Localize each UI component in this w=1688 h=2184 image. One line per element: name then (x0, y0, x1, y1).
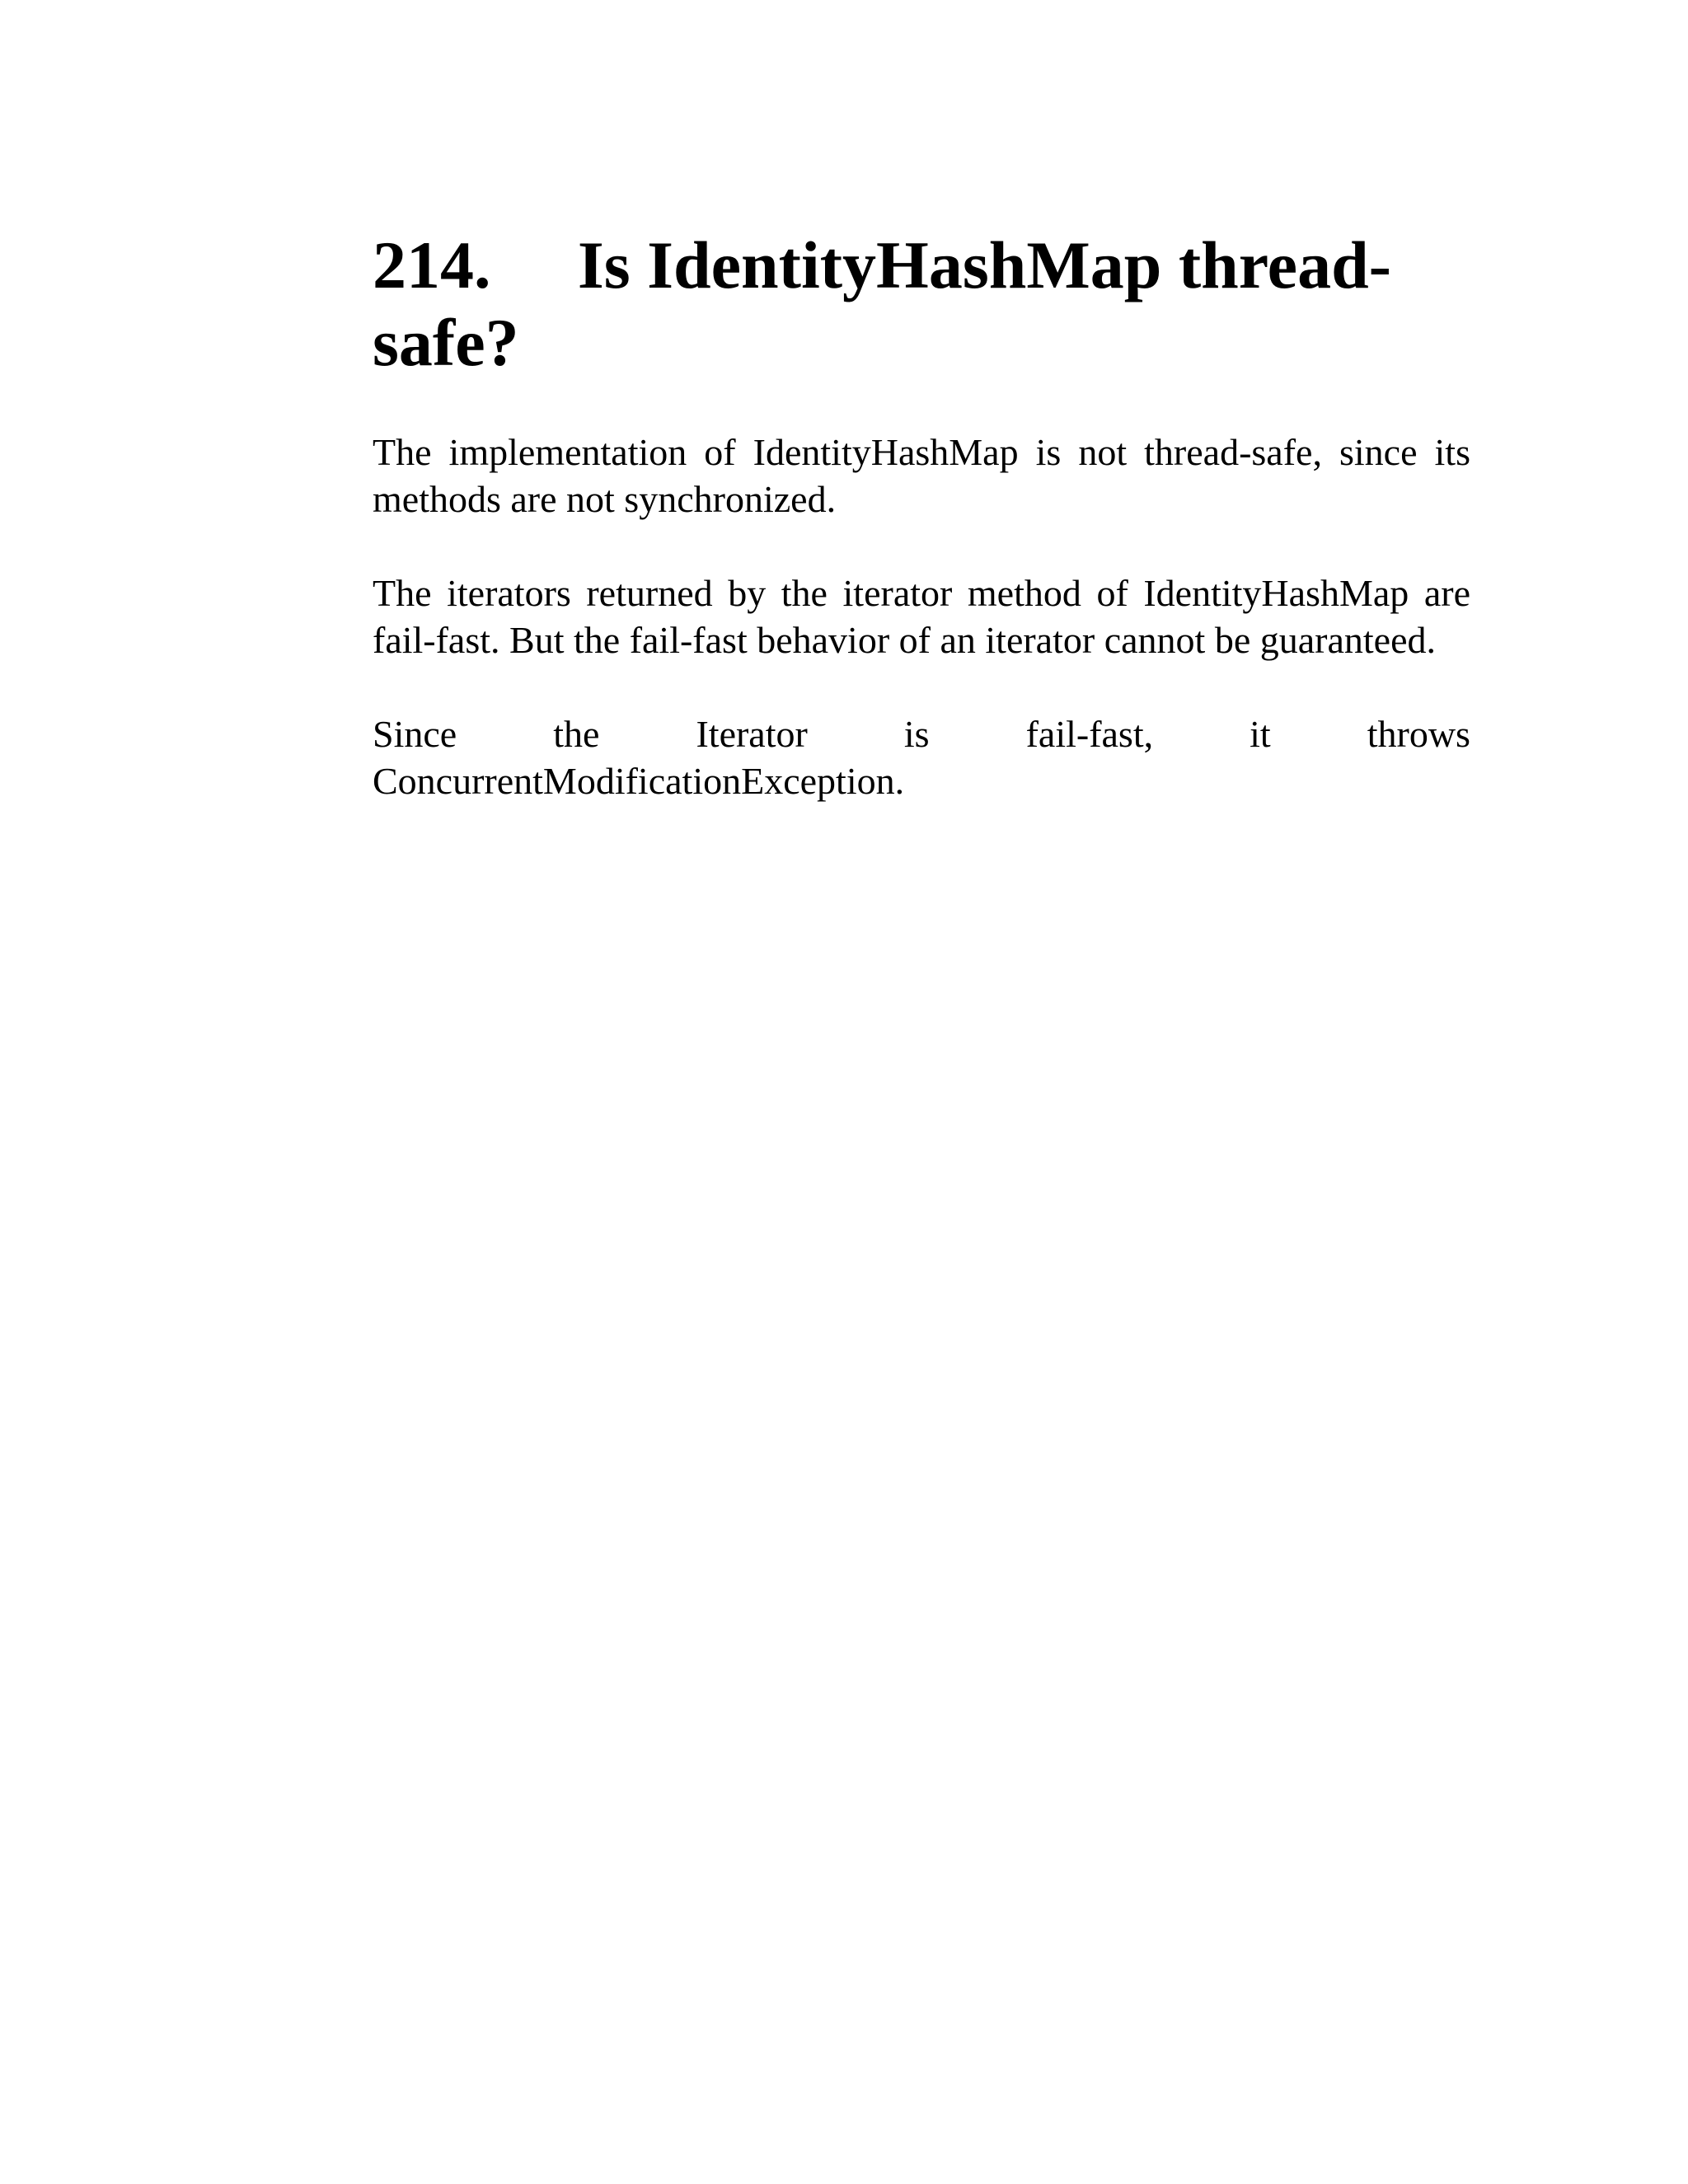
word: the (553, 713, 600, 755)
heading-title-part1: Is IdentityHashMap thread- (577, 227, 1391, 302)
section-heading (373, 227, 1470, 382)
word: is (903, 713, 930, 755)
paragraph-exception-line-1 (373, 710, 1470, 757)
word: Since (373, 713, 457, 755)
word: Iterator (696, 713, 808, 755)
heading-line-1 (373, 227, 1391, 304)
page-content (373, 227, 1470, 804)
paragraph-fail-fast: The iterators returned by the iterator method of IdentityHashMap are fail-fast. But the fail-fast behavior of an iterator cannot be guaranteed. (373, 572, 1470, 661)
paragraph-exception (373, 710, 1470, 804)
heading-number: 214. (373, 227, 491, 302)
word: throws (1367, 713, 1470, 755)
paragraph-thread-safety: The implementation of IdentityHashMap is not thread-safe, since its methods are not synchronized. (373, 431, 1470, 520)
word: fail-fast, (1025, 713, 1154, 755)
word: it (1250, 713, 1271, 755)
heading-title-part2: safe? (373, 305, 519, 380)
paragraph-exception-line-2: ConcurrentModificationException. (373, 760, 905, 802)
